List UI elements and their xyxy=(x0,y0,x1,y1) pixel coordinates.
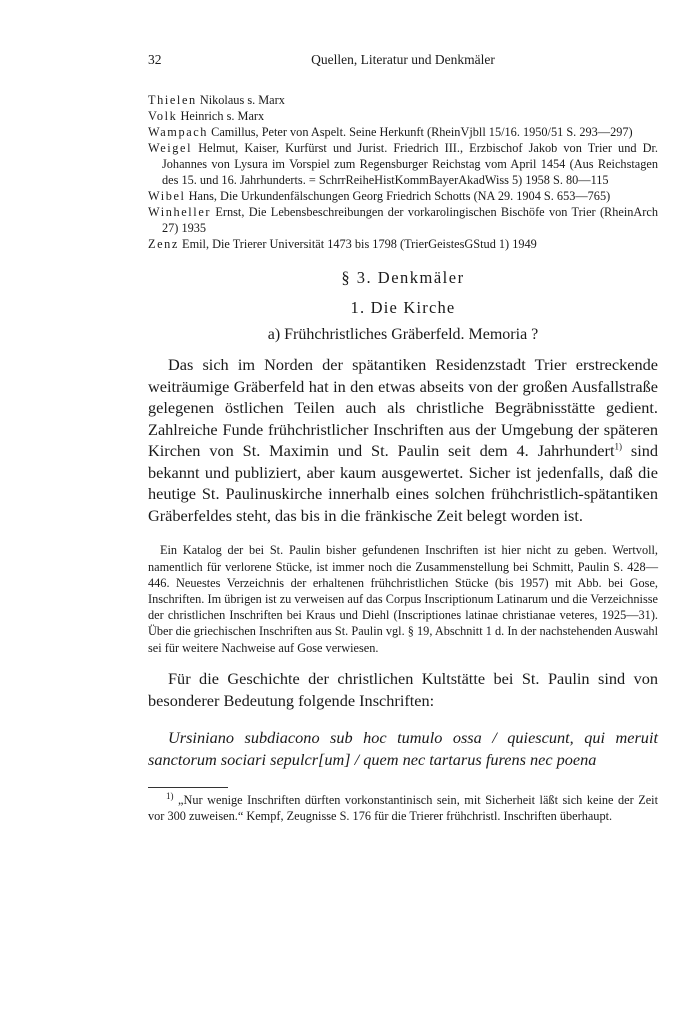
entry-author: Weigel xyxy=(148,141,193,155)
inscription-quote: Ursiniano subdiacono sub hoc tumulo ossa / quiescunt, qui meruit sanctorum sociari sepulcr[um] / quem nec tartarus furens nec poena xyxy=(148,728,658,769)
entry-text: Hans, Die Urkundenfälschungen Georg Friedrich Schotts (NA 29. 1904 S. 653—765) xyxy=(185,189,611,203)
entry-text: Heinrich s. Marx xyxy=(177,109,265,123)
entry-author: Winheller xyxy=(148,205,212,219)
bibliography-entry xyxy=(148,108,658,124)
bibliography-entry xyxy=(148,236,658,252)
body-paragraph-2: Für die Geschichte der christlichen Kultstätte bei St. Paulin sind von besonderer Bedeutung folgende Inschriften: xyxy=(148,669,658,710)
book-page xyxy=(148,52,658,836)
entry-author: Zenz xyxy=(148,237,179,251)
footnote-text: „Nur wenige Inschriften dürften vorkonstantinisch sein, mit Sicherheit läßt sich keine der Zeit vor 300 zuweisen.“ Kempf, Zeugnisse S. 176 für die Trierer frühchristl. Inschriften überhaupt. xyxy=(148,792,658,823)
entry-text: Nikolaus s. Marx xyxy=(196,93,285,107)
page-header xyxy=(148,52,658,74)
bibliography-entry xyxy=(148,140,658,188)
bibliography-entry xyxy=(148,204,658,236)
bibliography-list xyxy=(148,92,658,252)
bibliography-entry xyxy=(148,92,658,108)
entry-author: Volk xyxy=(148,109,178,123)
paragraph-text-continued: sind bekannt und publiziert, aber kaum ausgewertet. Sicher ist jedenfalls, daß die heutige St. Paulinuskirche innerhalb eines solchen frühchristlich-spätantiken Gräberfeldes steht, das bis in die fränkische Zeit belegt worden ist. xyxy=(148,441,658,525)
bibliography-entry xyxy=(148,124,658,140)
footnote-marker: 1) xyxy=(166,790,174,801)
entry-text: Helmut, Kaiser, Kurfürst und Jurist. Friedrich III., Erzbischof Jakob von Trier und Dr. Johannes von Lysura im Vorspiel zum Regensburger Reichstag vom April 1454 (Aus Reichstagen des 15. und 16. Jahrhunderts. = SchrrReiheHistKommBayerAkadWiss 5) 1958 S. 80—115 xyxy=(162,141,658,187)
body-paragraph xyxy=(148,354,658,526)
entry-author: Thielen xyxy=(148,93,197,107)
section-heading: § 3. Denkmäler xyxy=(341,268,465,287)
entry-text: Emil, Die Trierer Universität 1473 bis 1798 (TrierGeistesGStud 1) 1949 xyxy=(178,237,537,251)
subsection-heading: 1. Die Kirche xyxy=(350,298,456,317)
bibliography-entry xyxy=(148,188,658,204)
running-title: Quellen, Literatur und Denkmäler xyxy=(311,52,495,67)
subsubsection-heading: a) Frühchristliches Gräberfeld. Memoria ? xyxy=(267,326,539,343)
small-print-paragraph: Ein Katalog der bei St. Paulin bisher gefundenen Inschriften ist hier nicht zu geben. Wertvoll, namentlich für verlorene Stücke, ist immer noch die Zusammenstellung bei Schmitt, Paulin S. 428—446. Neuestes Verzeichnis der erhaltenen frühchristlichen Stücke (bis 1957) mit Abb. bei Gose, Inschriften. Im übrigen ist zu verweisen auf das Corpus Inscriptionum Latinarum und die Verzeichnisse der christlichen Inschriften bei Kraus und Diehl (Inscriptiones latinae christianae veteres, 1925—31). Über die griechischen Inschriften aus St. Paulin vgl. § 19, Abschnitt 1 d. In der nachstehenden Auswahl sei für weitere Nachweise auf Gose verwiesen. xyxy=(148,543,658,655)
entry-text: Camillus, Peter von Aspelt. Seine Herkunft (RheinVjbll 15/16. 1950/51 S. 293—297) xyxy=(208,125,633,139)
entry-author: Wibel xyxy=(148,189,186,203)
footnote-reference: 1) xyxy=(614,441,622,452)
entry-author: Wampach xyxy=(148,125,209,139)
entry-text: Ernst, Die Lebensbeschreibungen der vorkarolingischen Bischöfe von Trier (RheinArch 27) 1935 xyxy=(162,205,658,235)
page-number: 32 xyxy=(148,52,162,67)
footnote xyxy=(148,792,658,824)
footnote-divider xyxy=(148,787,228,788)
paragraph-text: Das sich im Norden der spätantiken Residenzstadt Trier erstreckende weiträumige Gräberfeld hat in den etwas abseits von der großen Ausfallstraße gelegenen östlichen Teilen auch als christliche Begräbnisstätte gedient. Zahlreiche Funde frühchristlicher Inschriften aus der Umgebung der späteren Kirchen von St. Maximin und St. Paulin seit dem 4. Jahrhundert xyxy=(148,355,658,460)
